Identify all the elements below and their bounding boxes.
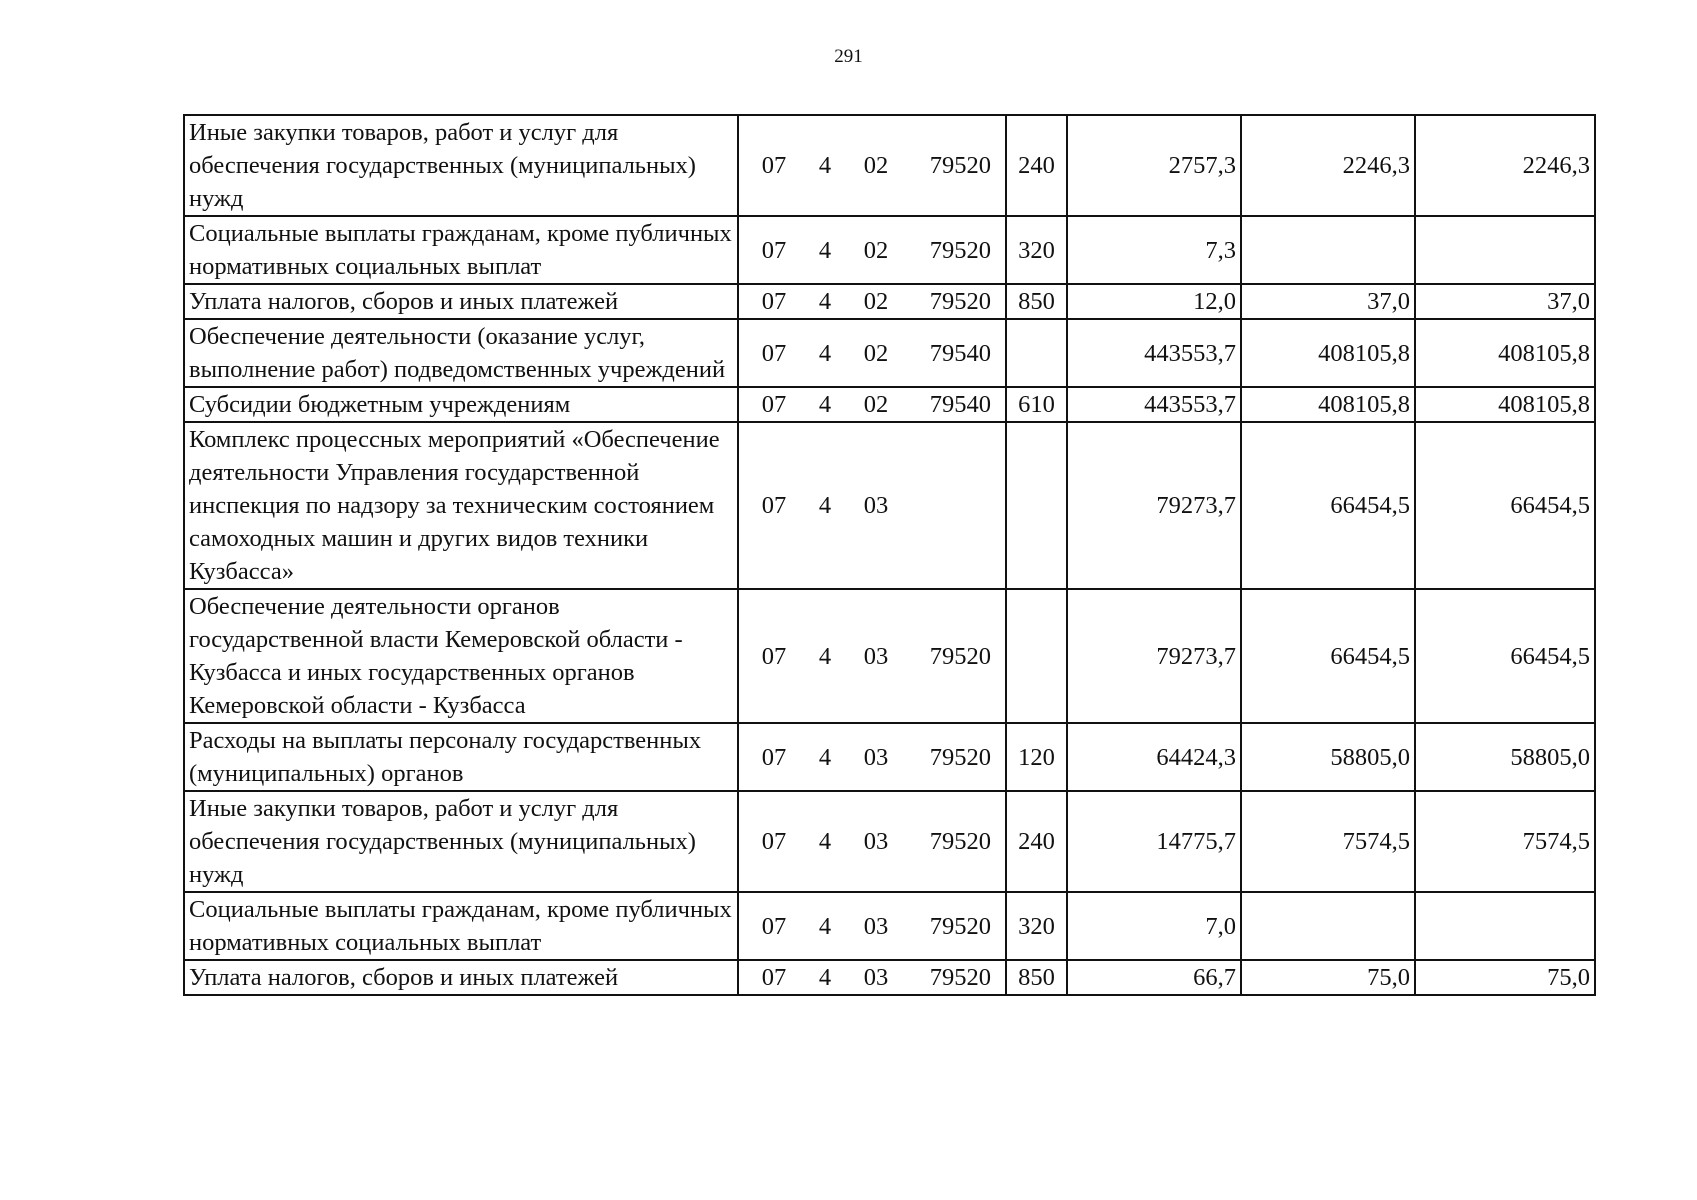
row-value-2: 58805,0 [1241,723,1415,791]
table-row [184,892,1595,960]
row-expense-type: 240 [1006,115,1067,216]
row-section-code: 07 [761,964,787,991]
row-subprogram-code: 02 [863,288,889,315]
row-value-1: 64424,3 [1067,723,1241,791]
row-direction-code: 79520 [929,288,991,315]
row-codes [738,960,1006,995]
row-value-1: 12,0 [1067,284,1241,319]
row-codes [738,284,1006,319]
row-codes [738,892,1006,960]
row-direction-code: 79520 [929,236,991,264]
row-value-3: 58805,0 [1415,723,1595,791]
table-row [184,589,1595,723]
row-subprogram-code: 03 [863,828,889,855]
table-row [184,422,1595,589]
row-section-code: 07 [761,236,787,264]
row-program-code: 4 [818,288,832,315]
row-subprogram-code: 03 [863,964,889,991]
row-name: Уплата налогов, сборов и иных платежей [184,284,738,319]
row-value-2: 408105,8 [1241,387,1415,422]
row-value-2: 66454,5 [1241,589,1415,723]
row-codes [738,387,1006,422]
row-value-3 [1415,216,1595,284]
row-value-1: 2757,3 [1067,115,1241,216]
row-expense-type: 120 [1006,723,1067,791]
table-row [184,284,1595,319]
row-value-3: 75,0 [1415,960,1595,995]
row-value-1: 79273,7 [1067,422,1241,589]
row-value-2: 2246,3 [1241,115,1415,216]
row-program-code: 4 [818,642,832,670]
row-program-code: 4 [818,152,832,179]
row-value-3: 66454,5 [1415,422,1595,589]
row-codes [738,791,1006,892]
row-name: Социальные выплаты гражданам, кроме публичных нормативных социальных выплат [184,892,738,960]
row-codes [738,216,1006,284]
table-row [184,791,1595,892]
row-section-code: 07 [761,743,787,771]
row-codes [738,723,1006,791]
row-name: Социальные выплаты гражданам, кроме публичных нормативных социальных выплат [184,216,738,284]
row-subprogram-code: 02 [863,391,889,418]
row-value-3: 37,0 [1415,284,1595,319]
row-name: Уплата налогов, сборов и иных платежей [184,960,738,995]
row-codes [738,319,1006,387]
row-program-code: 4 [818,391,832,418]
row-subprogram-code: 03 [863,743,889,771]
row-value-3: 408105,8 [1415,387,1595,422]
row-value-3: 7574,5 [1415,791,1595,892]
row-direction-code: 79520 [929,828,991,855]
budget-table [183,114,1596,996]
row-program-code: 4 [818,236,832,264]
row-program-code: 4 [818,828,832,855]
row-codes [738,422,1006,589]
row-section-code: 07 [761,152,787,179]
table-row [184,115,1595,216]
row-program-code: 4 [818,492,832,519]
page-number: 291 [834,46,863,67]
row-section-code: 07 [761,391,787,418]
row-value-2 [1241,892,1415,960]
row-value-3: 408105,8 [1415,319,1595,387]
row-value-1: 7,0 [1067,892,1241,960]
row-expense-type: 320 [1006,892,1067,960]
row-expense-type: 850 [1006,960,1067,995]
row-value-1: 79273,7 [1067,589,1241,723]
row-program-code: 4 [818,964,832,991]
row-value-1: 443553,7 [1067,387,1241,422]
row-section-code: 07 [761,339,787,367]
row-direction-code: 79520 [929,912,991,940]
table-row [184,960,1595,995]
table-row [184,319,1595,387]
row-program-code: 4 [818,912,832,940]
row-name: Субсидии бюджетным учреждениям [184,387,738,422]
row-program-code: 4 [818,339,832,367]
row-value-2 [1241,216,1415,284]
row-name: Расходы на выплаты персоналу государственных (муниципальных) органов [184,723,738,791]
row-expense-type: 240 [1006,791,1067,892]
row-program-code: 4 [818,743,832,771]
row-value-3 [1415,892,1595,960]
table-body [184,115,1595,995]
row-direction-code: 79540 [929,391,991,418]
row-expense-type: 320 [1006,216,1067,284]
row-name: Иные закупки товаров, работ и услуг для обеспечения государственных (муниципальных) нужд [184,791,738,892]
row-expense-type [1006,589,1067,723]
row-value-2: 7574,5 [1241,791,1415,892]
row-subprogram-code: 03 [863,642,889,670]
row-subprogram-code: 02 [863,339,889,367]
row-direction-code: 79520 [929,642,991,670]
row-name: Обеспечение деятельности (оказание услуг, выполнение работ) подведомственных учреждений [184,319,738,387]
row-value-3: 2246,3 [1415,115,1595,216]
table-row [184,387,1595,422]
row-direction-code: 79520 [929,743,991,771]
row-value-3: 66454,5 [1415,589,1595,723]
row-subprogram-code: 03 [863,912,889,940]
row-codes [738,589,1006,723]
row-value-1: 66,7 [1067,960,1241,995]
row-name: Иные закупки товаров, работ и услуг для обеспечения государственных (муниципальных) нужд [184,115,738,216]
row-expense-type [1006,319,1067,387]
row-value-1: 14775,7 [1067,791,1241,892]
row-section-code: 07 [761,642,787,670]
row-codes [738,115,1006,216]
row-subprogram-code: 02 [863,236,889,264]
row-value-2: 37,0 [1241,284,1415,319]
row-name: Обеспечение деятельности органов государственной власти Кемеровской области - Кузбасса и иных государственных органов Кемеровской области - Кузбасса [184,589,738,723]
row-value-1: 7,3 [1067,216,1241,284]
row-direction-code: 79520 [929,964,991,991]
row-value-2: 75,0 [1241,960,1415,995]
row-value-1: 443553,7 [1067,319,1241,387]
row-section-code: 07 [761,288,787,315]
table-row [184,723,1595,791]
row-section-code: 07 [761,912,787,940]
row-expense-type [1006,422,1067,589]
row-section-code: 07 [761,492,787,519]
row-direction-code: 79520 [929,152,991,179]
row-expense-type: 850 [1006,284,1067,319]
row-subprogram-code: 02 [863,152,889,179]
row-subprogram-code: 03 [863,492,889,519]
row-value-2: 408105,8 [1241,319,1415,387]
row-section-code: 07 [761,828,787,855]
row-expense-type: 610 [1006,387,1067,422]
row-name: Комплекс процессных мероприятий «Обеспечение деятельности Управления государственной инспекция по надзору за техническим состоянием самоходных машин и других видов техники Кузбасса» [184,422,738,589]
row-value-2: 66454,5 [1241,422,1415,589]
table-row [184,216,1595,284]
row-direction-code: 79540 [929,339,991,367]
